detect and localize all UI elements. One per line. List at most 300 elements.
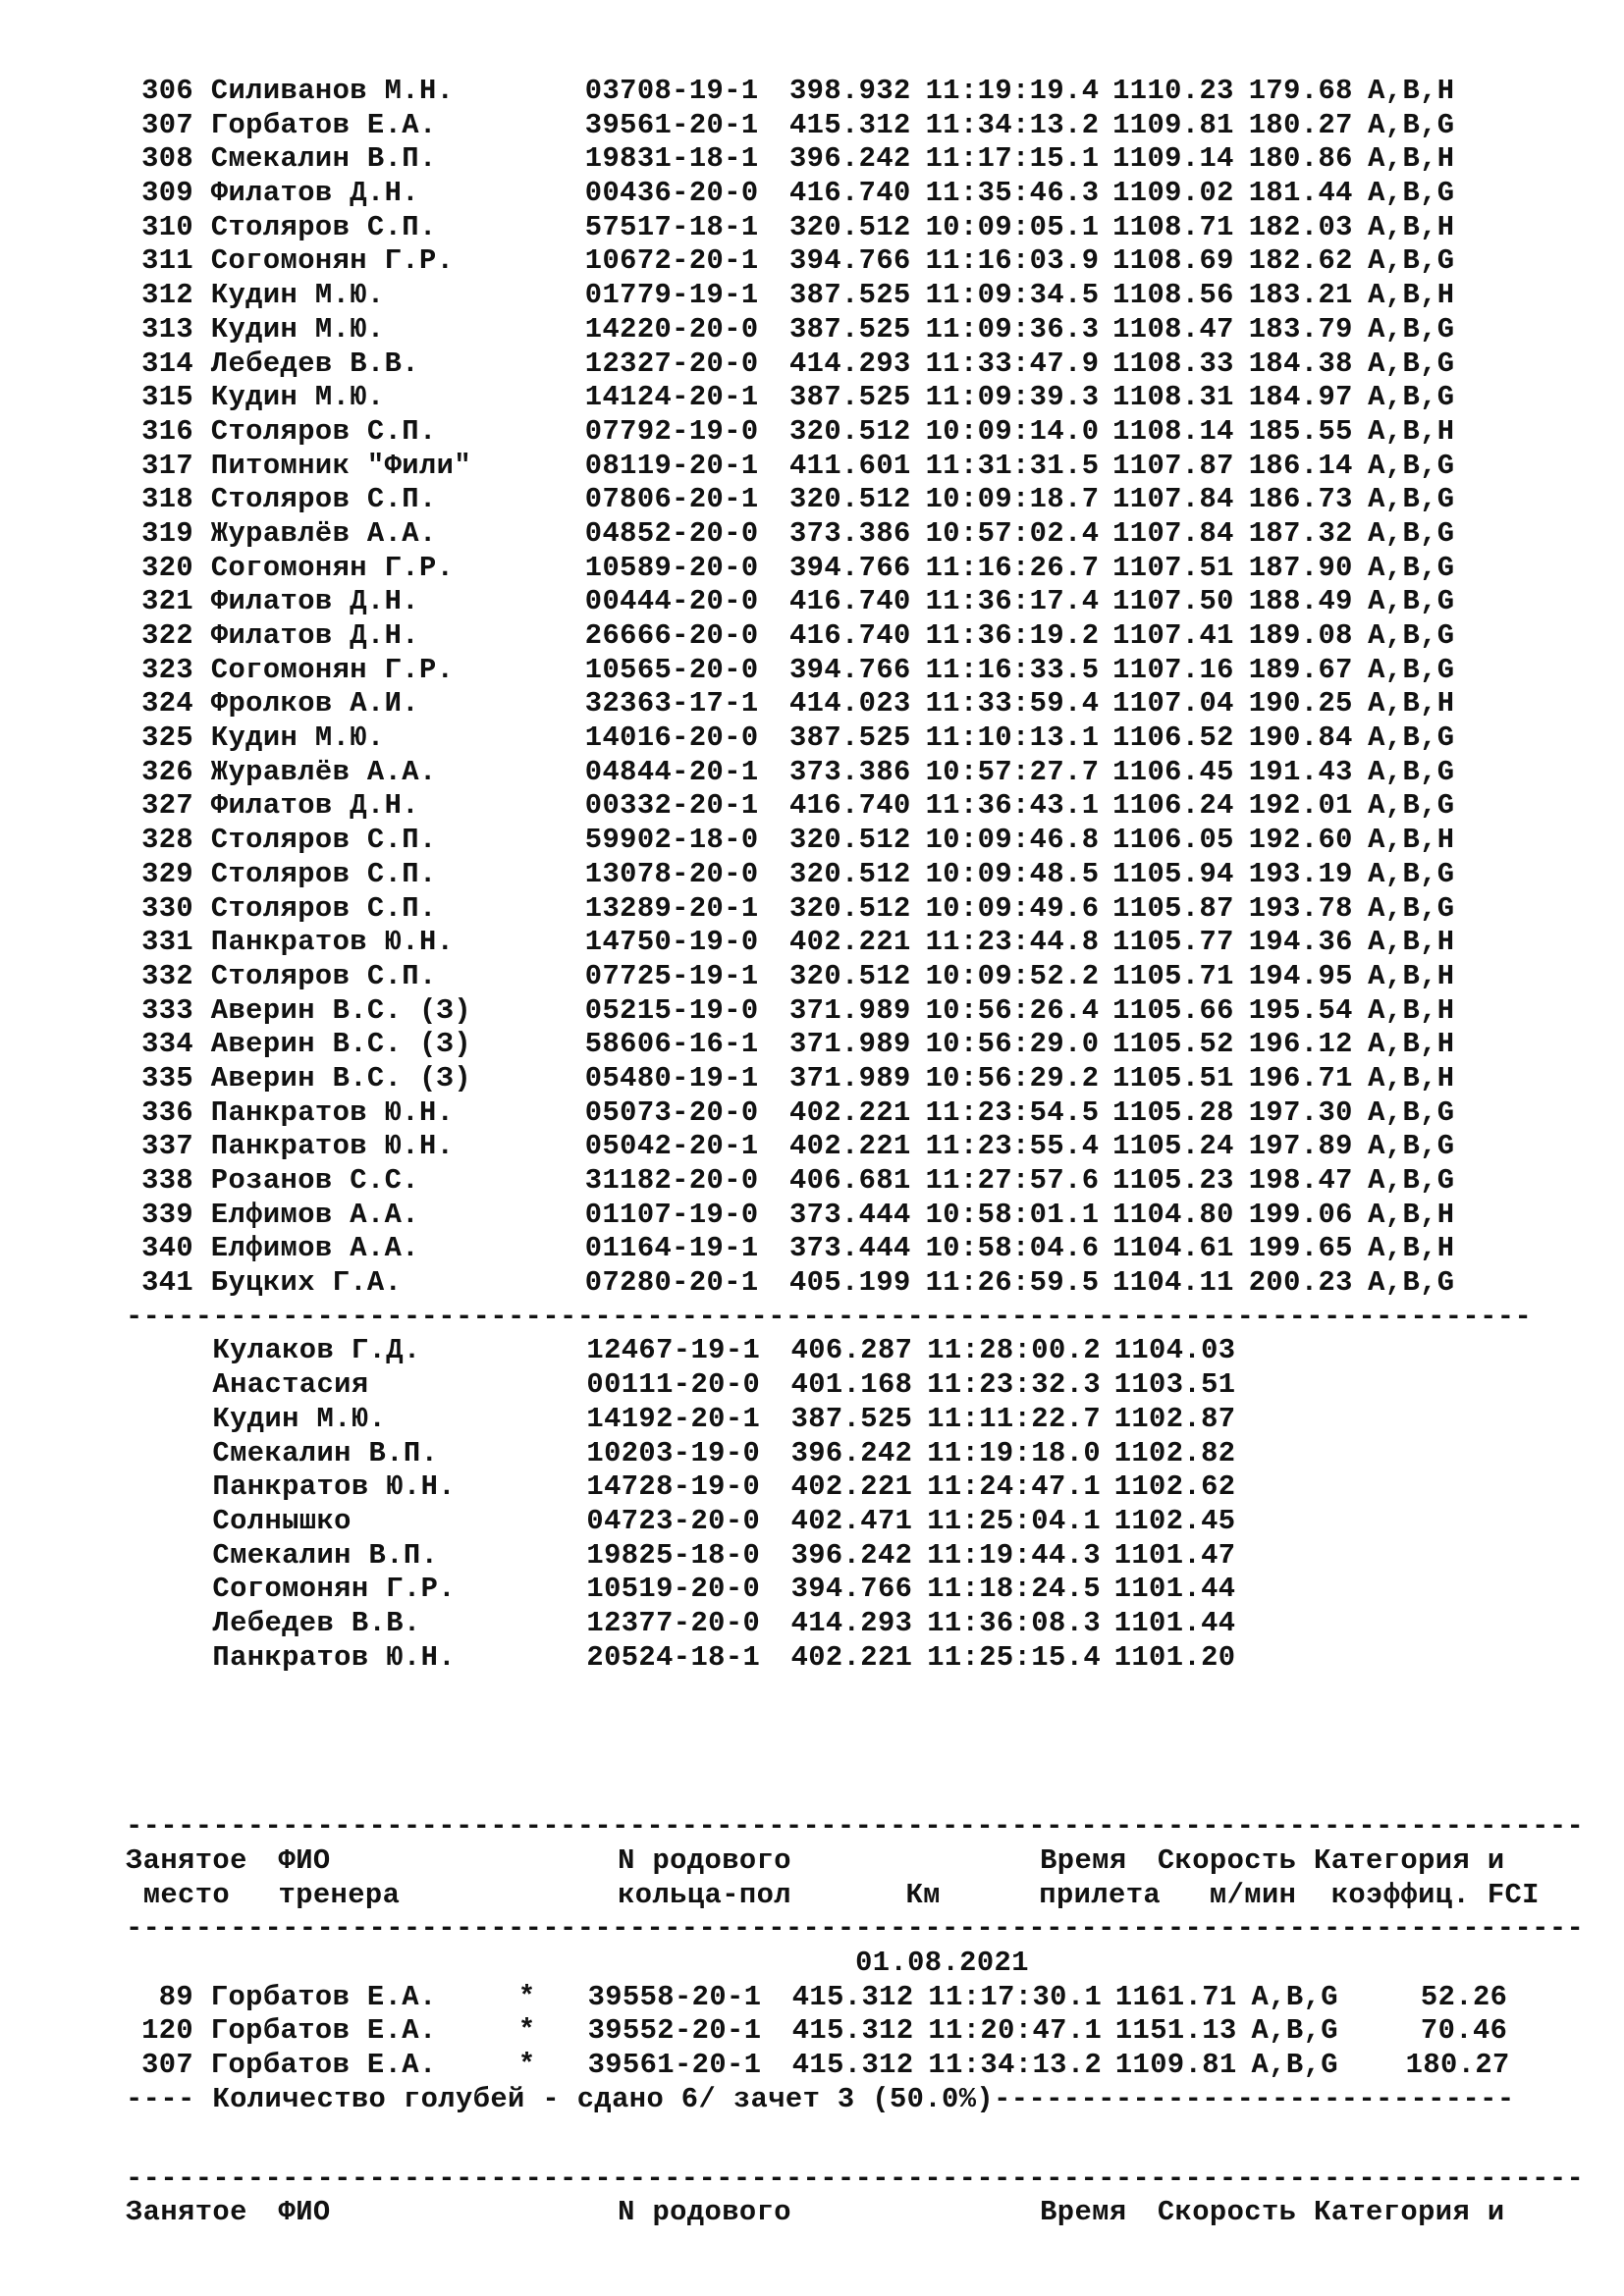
speed: 1151.13: [1114, 2014, 1237, 2048]
header-speed-2: м/мин: [1209, 1878, 1297, 1911]
distance-km: 373.386: [788, 755, 911, 788]
trainer-name: Филатов Д.Н.: [210, 619, 419, 652]
speed: 1108.33: [1112, 347, 1234, 380]
arrival-time: 10:09:48.5: [925, 857, 1100, 890]
place: 309: [141, 177, 194, 210]
header-place-2: место: [142, 1878, 231, 1911]
place: 321: [141, 585, 194, 618]
ring-number: 10519-20-0: [586, 1573, 761, 1606]
distance-km: 416.740: [788, 619, 911, 652]
non-scored-row: [126, 1607, 1584, 1641]
arrival-time: 11:17:15.1: [925, 142, 1100, 176]
coefficient: 193.78: [1248, 891, 1353, 925]
category: A,B,G: [1368, 1130, 1455, 1163]
result-row: [126, 789, 1584, 824]
distance-km: 402.221: [790, 1470, 913, 1504]
coefficient: 197.30: [1248, 1095, 1353, 1129]
distance-km: 320.512: [788, 414, 911, 448]
result-row: [126, 381, 1584, 415]
coefficient: 180.86: [1248, 142, 1353, 176]
coefficient: 196.12: [1248, 1028, 1353, 1061]
category: A,B,G: [1368, 244, 1455, 278]
ring-number: 07725-19-1: [584, 959, 759, 992]
trainer-name: Панкратов Ю.Н.: [210, 926, 455, 959]
distance-km: 320.512: [788, 891, 911, 925]
category: A,B,G: [1368, 108, 1455, 141]
category: A,B,G: [1368, 516, 1455, 550]
ring-number: 04852-20-0: [584, 516, 759, 550]
trainer-name: Кудин М.Ю.: [210, 721, 385, 755]
ring-number: 00332-20-1: [584, 789, 759, 823]
report-header-row-2: [126, 1879, 1584, 1913]
category: A,B,G: [1368, 755, 1455, 788]
result-row: [126, 824, 1584, 858]
arrival-time: 10:09:49.6: [925, 891, 1100, 925]
coefficient: 182.62: [1248, 244, 1353, 278]
category: A,B,G: [1368, 653, 1455, 686]
arrival-time: 11:09:39.3: [925, 381, 1100, 414]
speed: 1101.44: [1113, 1573, 1236, 1606]
report-row: [126, 1981, 1584, 2015]
result-row: [126, 75, 1584, 109]
ring-number: 14750-19-0: [584, 926, 759, 959]
place: 326: [141, 755, 194, 788]
coefficient: 192.01: [1248, 789, 1353, 823]
trainer-name: Столяров С.П.: [210, 959, 437, 992]
arrival-time: 11:24:47.1: [927, 1470, 1102, 1504]
coefficient: 184.97: [1248, 381, 1353, 414]
speed: 1106.05: [1112, 824, 1234, 857]
category: A,B,G: [1368, 721, 1455, 755]
place: 312: [141, 279, 194, 312]
category: A,B,H: [1368, 142, 1455, 176]
coefficient: 180.27: [1248, 108, 1353, 141]
place: 306: [141, 75, 194, 107]
non-scored-row: [126, 1505, 1584, 1539]
category: A,B,H: [1368, 1232, 1455, 1265]
result-row: [126, 1164, 1584, 1199]
result-row: [126, 483, 1584, 517]
category: A,B,G: [1368, 1164, 1455, 1197]
coefficient: 194.95: [1248, 959, 1353, 992]
distance-km: 406.287: [790, 1334, 913, 1367]
trainer-name: Смекалин В.П.: [212, 1538, 439, 1572]
trainer-name: Столяров С.П.: [210, 891, 437, 925]
header-ring: N родового: [618, 1844, 791, 1877]
non-scored-row: [126, 1334, 1584, 1368]
speed: 1108.56: [1112, 279, 1234, 312]
distance-km: 387.525: [788, 312, 911, 346]
arrival-time: 11:19:44.3: [927, 1538, 1102, 1572]
arrival-time: 11:20:47.1: [928, 2014, 1103, 2048]
category: A,B,G: [1251, 2049, 1338, 2082]
place: 315: [141, 381, 194, 414]
place: 319: [141, 516, 194, 550]
coefficient: 190.25: [1248, 687, 1353, 721]
arrival-time: 10:09:18.7: [925, 483, 1100, 516]
arrival-time: 11:25:04.1: [927, 1504, 1102, 1537]
trainer-name: Аверин В.С. (З): [210, 993, 472, 1027]
ring-number: 14220-20-0: [584, 312, 759, 346]
coefficient: 188.49: [1248, 585, 1353, 618]
trainer-name: Фролков А.И.: [210, 687, 419, 721]
category: A,B,H: [1368, 993, 1455, 1027]
arrival-time: 11:16:03.9: [925, 244, 1100, 278]
arrival-time: 11:09:34.5: [925, 279, 1100, 312]
coefficient: 180.27: [1405, 2049, 1510, 2082]
trainer-name: Панкратов Ю.Н.: [210, 1130, 455, 1163]
speed: 1108.14: [1112, 414, 1234, 448]
speed: 1107.84: [1112, 483, 1234, 516]
arrival-time: 11:23:55.4: [925, 1130, 1100, 1163]
result-row: [126, 654, 1584, 688]
trainer-name: Столяров С.П.: [210, 483, 437, 516]
trainer-name: Панкратов Ю.Н.: [212, 1640, 456, 1674]
result-row: [126, 892, 1584, 927]
place: 324: [141, 687, 194, 721]
ring-number: 12467-19-1: [586, 1334, 761, 1367]
speed: 1101.20: [1113, 1640, 1236, 1674]
trainer-name: Журавлёв А.А.: [210, 516, 437, 550]
result-row: [126, 960, 1584, 994]
place: 333: [141, 993, 194, 1027]
non-scored-row: [126, 1573, 1584, 1607]
category: A,B,G: [1368, 449, 1455, 482]
arrival-time: 11:27:57.6: [925, 1164, 1100, 1197]
arrival-time: 11:26:59.5: [925, 1266, 1100, 1300]
result-row: [126, 585, 1584, 619]
result-row: [126, 552, 1584, 586]
speed: 1101.47: [1113, 1538, 1236, 1572]
ring-number: 05073-20-0: [584, 1095, 759, 1129]
coefficient: 190.84: [1248, 721, 1353, 755]
trainer-name: Кудин М.Ю.: [210, 279, 385, 312]
ring-number: 39561-20-1: [584, 108, 759, 141]
speed: 1107.04: [1112, 687, 1234, 721]
category: A,B,G: [1368, 551, 1455, 584]
distance-km: 320.512: [788, 824, 911, 857]
distance-km: 373.444: [788, 1232, 911, 1265]
trainer-name: Столяров С.П.: [210, 824, 437, 857]
ring-number: 58606-16-1: [584, 1028, 759, 1061]
coefficient: 179.68: [1248, 75, 1353, 107]
report-date: [126, 1947, 1584, 1981]
coefficient: 185.55: [1248, 414, 1353, 448]
category: A,B,G: [1368, 1095, 1455, 1129]
arrival-time: 11:36:19.2: [925, 619, 1100, 652]
result-row: [126, 721, 1584, 756]
header-time-2: прилета: [1039, 1878, 1162, 1911]
arrival-time: 11:18:24.5: [927, 1573, 1102, 1606]
ring-number: 12377-20-0: [586, 1606, 761, 1639]
coefficient: 189.08: [1248, 619, 1353, 652]
summary-text: Количество голубей - сдано 6/ зачет 3 (50.0%): [212, 2082, 995, 2115]
speed: 1107.16: [1112, 653, 1234, 686]
distance-km: 320.512: [788, 857, 911, 890]
category: A,B,H: [1368, 279, 1455, 312]
result-row: [126, 313, 1584, 347]
ring-number: 14016-20-0: [584, 721, 759, 755]
mark-star: *: [517, 1980, 536, 2013]
place: 310: [141, 210, 194, 243]
speed: 1102.45: [1113, 1504, 1236, 1537]
trainer-name: Анастасия: [212, 1368, 369, 1402]
header-name-next: ФИО: [278, 2196, 331, 2229]
trainer-name: Панкратов Ю.Н.: [212, 1470, 456, 1504]
category: A,B,G: [1251, 2014, 1338, 2048]
place: 89: [158, 1980, 194, 2013]
category: A,B,H: [1368, 1198, 1455, 1231]
arrival-time: 10:56:29.2: [925, 1061, 1100, 1095]
header-ring-next: N родового: [618, 2196, 791, 2229]
speed: 1104.61: [1112, 1232, 1234, 1265]
category: A,B,H: [1368, 1028, 1455, 1061]
trainer-name: Кулаков Г.Д.: [212, 1334, 421, 1367]
distance-km: 402.221: [790, 1640, 913, 1674]
header-speed-next: Скорость: [1157, 2196, 1297, 2229]
report-top-rule-2: ------------------------------------------------------------------------------------: [126, 2162, 1585, 2195]
result-row: [126, 619, 1584, 654]
header-km: Км: [905, 1878, 941, 1911]
trainer-name: Горбатов Е.А.: [210, 2014, 437, 2048]
result-row: [126, 244, 1584, 279]
speed: 1105.94: [1112, 857, 1234, 890]
arrival-time: 11:11:22.7: [927, 1402, 1102, 1435]
trainer-name: Кудин М.Ю.: [210, 312, 385, 346]
trainer-name: Питомник "Фили": [210, 449, 472, 482]
ring-number: 01107-19-0: [584, 1198, 759, 1231]
ring-number: 14124-20-1: [584, 381, 759, 414]
header-place: Занятое: [126, 1844, 247, 1877]
arrival-time: 11:36:17.4: [925, 585, 1100, 618]
report-header-row-1-next: [126, 2196, 1584, 2230]
ring-number: 12327-20-0: [584, 347, 759, 380]
distance-km: 415.312: [788, 108, 911, 141]
coefficient: 196.71: [1248, 1061, 1353, 1095]
arrival-time: 10:56:29.0: [925, 1028, 1100, 1061]
speed: 1104.03: [1113, 1334, 1236, 1367]
arrival-time: 11:34:13.2: [925, 108, 1100, 141]
speed: 1161.71: [1114, 1980, 1237, 2013]
place: 330: [141, 891, 194, 925]
speed: 1105.71: [1112, 959, 1234, 992]
distance-km: 416.740: [788, 177, 911, 210]
place: 325: [141, 721, 194, 755]
place: 331: [141, 926, 194, 959]
place: 341: [141, 1266, 194, 1300]
result-row: [126, 415, 1584, 450]
place: 318: [141, 483, 194, 516]
place: 336: [141, 1095, 194, 1129]
trainer-name: Филатов Д.Н.: [210, 177, 419, 210]
race-date: 01.08.2021: [855, 1947, 1029, 1980]
distance-km: 394.766: [788, 244, 911, 278]
distance-km: 320.512: [788, 959, 911, 992]
arrival-time: 11:16:26.7: [925, 551, 1100, 584]
ring-number: 05480-19-1: [584, 1061, 759, 1095]
header-name: ФИО: [278, 1844, 331, 1877]
trainer-name: Столяров С.П.: [210, 857, 437, 890]
speed: 1107.84: [1112, 516, 1234, 550]
ring-number: 19825-18-0: [586, 1538, 761, 1572]
trainer-name: Кудин М.Ю.: [210, 381, 385, 414]
category: A,B,H: [1368, 926, 1455, 959]
coefficient: 183.79: [1248, 312, 1353, 346]
coefficient: 192.60: [1248, 824, 1353, 857]
result-row: [126, 177, 1584, 211]
arrival-time: 10:09:52.2: [925, 959, 1100, 992]
ring-number: 57517-18-1: [584, 210, 759, 243]
arrival-time: 11:10:13.1: [925, 721, 1100, 755]
ring-number: 07280-20-1: [584, 1266, 759, 1300]
speed: 1105.52: [1112, 1028, 1234, 1061]
trainer-name: Смекалин В.П.: [212, 1436, 439, 1469]
place: 316: [141, 414, 194, 448]
result-row: [126, 450, 1584, 484]
result-row: [126, 1028, 1584, 1062]
category: A,B,H: [1368, 75, 1455, 107]
distance-km: 415.312: [791, 2014, 914, 2048]
trainer-name: Кудин М.Ю.: [212, 1402, 387, 1435]
report-rows: [126, 1981, 1584, 2083]
mark-star: *: [517, 2014, 536, 2048]
trainer-name: Филатов Д.Н.: [210, 789, 419, 823]
arrival-time: 10:09:14.0: [925, 414, 1100, 448]
non-scored-row: [126, 1368, 1584, 1403]
header-time-next: Время: [1040, 2196, 1127, 2229]
coefficient: 187.32: [1248, 516, 1353, 550]
trainer-name: Горбатов Е.А.: [210, 108, 437, 141]
category: A,B,G: [1368, 483, 1455, 516]
arrival-time: 11:35:46.3: [925, 177, 1100, 210]
coefficient: 191.43: [1248, 755, 1353, 788]
coefficient: 52.26: [1420, 1980, 1508, 2013]
distance-km: 387.525: [788, 279, 911, 312]
distance-km: 414.293: [788, 347, 911, 380]
category: A,B,H: [1368, 687, 1455, 721]
arrival-time: 11:23:54.5: [925, 1095, 1100, 1129]
ring-number: 31182-20-0: [584, 1164, 759, 1197]
ring-number: 05215-19-0: [584, 993, 759, 1027]
result-row: [126, 756, 1584, 790]
result-row: [126, 926, 1584, 960]
arrival-time: 10:56:26.4: [925, 993, 1100, 1027]
speed: 1105.87: [1112, 891, 1234, 925]
ring-number: 08119-20-1: [584, 449, 759, 482]
non-scored-row: [126, 1403, 1584, 1437]
category: A,B,G: [1368, 619, 1455, 652]
distance-km: 401.168: [790, 1368, 913, 1402]
place: 120: [141, 2014, 194, 2048]
category: A,B,H: [1368, 824, 1455, 857]
speed: 1106.45: [1112, 755, 1234, 788]
header-place-next: Занятое: [126, 2196, 247, 2229]
distance-km: 411.601: [788, 449, 911, 482]
ring-number: 01779-19-1: [584, 279, 759, 312]
trainer-name: Панкратов Ю.Н.: [210, 1095, 455, 1129]
ring-number: 01164-19-1: [584, 1232, 759, 1265]
arrival-time: 11:31:31.5: [925, 449, 1100, 482]
report-row: [126, 2014, 1584, 2049]
arrival-time: 11:36:43.1: [925, 789, 1100, 823]
arrival-time: 11:23:44.8: [925, 926, 1100, 959]
distance-km: 416.740: [788, 789, 911, 823]
trainer-name: Аверин В.С. (З): [210, 1061, 472, 1095]
category: A,B,G: [1251, 1980, 1338, 2013]
trainer-name: Согомонян Г.Р.: [210, 653, 455, 686]
result-row: [126, 517, 1584, 552]
result-row: [126, 687, 1584, 721]
arrival-time: 11:34:13.2: [928, 2049, 1103, 2082]
result-row: [126, 1130, 1584, 1164]
coefficient: 197.89: [1248, 1130, 1353, 1163]
non-scored-row: [126, 1539, 1584, 1574]
header-ring-2: кольца-пол: [618, 1878, 791, 1911]
distance-km: 394.766: [790, 1573, 913, 1606]
ring-number: 04723-20-0: [586, 1504, 761, 1537]
coefficient: 199.65: [1248, 1232, 1353, 1265]
speed: 1105.66: [1112, 993, 1234, 1027]
result-row: [126, 994, 1584, 1029]
ring-number: 39558-20-1: [587, 1980, 762, 2013]
speed: 1108.31: [1112, 381, 1234, 414]
arrival-time: 10:09:46.8: [925, 824, 1100, 857]
speed: 1105.23: [1112, 1164, 1234, 1197]
arrival-time: 11:33:59.4: [925, 687, 1100, 721]
distance-km: 402.221: [788, 1095, 911, 1129]
category: A,B,H: [1368, 414, 1455, 448]
speed: 1102.87: [1113, 1402, 1236, 1435]
place: 308: [141, 142, 194, 176]
distance-km: 387.525: [790, 1402, 913, 1435]
results-document: [126, 75, 1584, 2230]
coefficient: 184.38: [1248, 347, 1353, 380]
header-category-next: Категория и: [1314, 2196, 1505, 2229]
place: 328: [141, 824, 194, 857]
distance-km: 405.199: [788, 1266, 911, 1300]
trainer-name: Буцких Г.А.: [210, 1266, 403, 1300]
trainer-name: Аверин В.С. (З): [210, 1028, 472, 1061]
ring-number: 14728-19-0: [586, 1470, 761, 1504]
distance-km: 371.989: [788, 993, 911, 1027]
distance-km: 398.932: [788, 75, 911, 107]
ring-number: 10565-20-0: [584, 653, 759, 686]
report-summary: ---- Количество голубей - сдано 6/ зачет 3 (50.0%)------------------------------: [126, 2082, 1515, 2115]
arrival-time: 11:33:47.9: [925, 347, 1100, 380]
coefficient: 186.73: [1248, 483, 1353, 516]
result-row: [126, 858, 1584, 892]
place: 327: [141, 789, 194, 823]
result-row: [126, 142, 1584, 177]
result-row: [126, 1096, 1584, 1131]
header-name-2: тренера: [278, 1878, 401, 1911]
category: A,B,G: [1368, 585, 1455, 618]
arrival-time: 10:58:01.1: [925, 1198, 1100, 1231]
place: 338: [141, 1164, 194, 1197]
arrival-time: 10:57:27.7: [925, 755, 1100, 788]
category: A,B,G: [1368, 381, 1455, 414]
distance-km: 415.312: [791, 1980, 914, 2013]
results-separator: ---------------------------------------------------------------------------------: [126, 1300, 1533, 1333]
category: A,B,G: [1368, 891, 1455, 925]
ring-number: 03708-19-1: [584, 75, 759, 107]
coefficient: 193.19: [1248, 857, 1353, 890]
arrival-time: 10:09:05.1: [925, 210, 1100, 243]
coefficient: 187.90: [1248, 551, 1353, 584]
speed: 1108.69: [1112, 244, 1234, 278]
result-row: [126, 1199, 1584, 1233]
header-category: Категория и: [1314, 1844, 1505, 1877]
